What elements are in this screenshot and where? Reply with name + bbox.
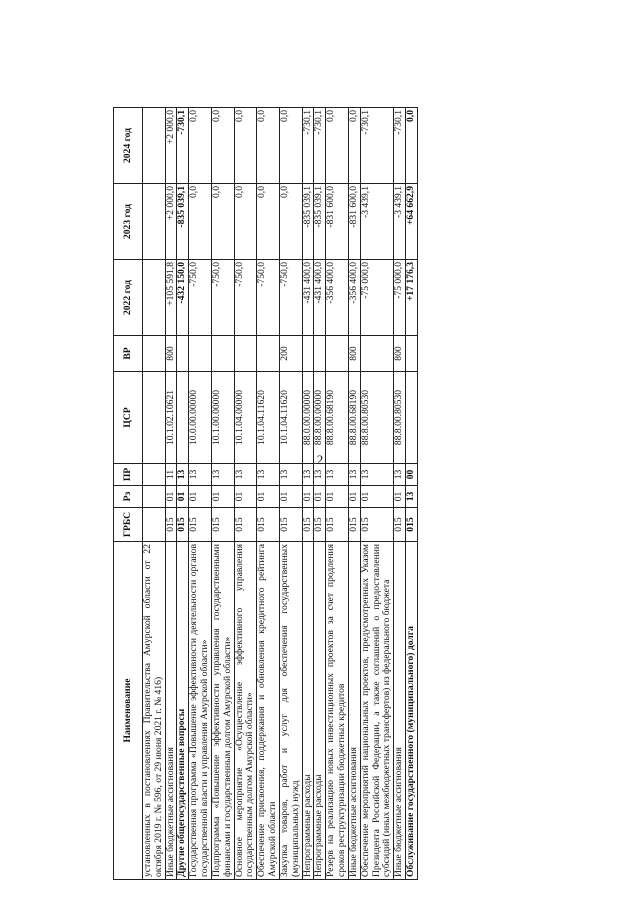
cell-csr: 88.8.00.80530	[394, 372, 406, 464]
cell-pr	[143, 464, 166, 486]
cell-csr: 88.8.00.80530	[360, 372, 393, 464]
page-number: 2	[316, 452, 324, 467]
cell-csr: 88.8.00.00000	[314, 372, 326, 464]
cell-name: Иные бюджетные ассигнования	[394, 542, 406, 880]
cell-pr: 13	[394, 464, 406, 486]
cell-2023: -831 600,0	[348, 184, 360, 260]
cell-2022: -750,0	[211, 260, 234, 336]
cell-2022	[143, 260, 166, 336]
cell-name: Государственная программа «Повышение эффективности деятельности органов государственной власти и управления Амурской области»	[189, 542, 212, 880]
cell-vr	[234, 336, 257, 372]
cell-2023: 0,0	[211, 184, 234, 260]
cell-2022: -750,0	[234, 260, 257, 336]
cell-rz: 01	[279, 486, 302, 508]
cell-grbs: 015	[360, 508, 393, 542]
cell-vr	[143, 336, 166, 372]
cell-vr: 800	[348, 336, 360, 372]
cell-pr: 13	[177, 464, 189, 486]
cell-2023: 0,0	[279, 184, 302, 260]
cell-vr: 800	[165, 336, 177, 372]
cell-2024: 0,0	[234, 108, 257, 184]
cell-grbs: 015	[279, 508, 302, 542]
table-row	[234, 108, 257, 880]
cell-name: установленных в постановлениях Правительства Амурской области от 22 октября 2019 г. № 596, от 29 июня 2021 г. № 416)	[143, 542, 166, 880]
cell-vr: 800	[394, 336, 406, 372]
cell-2024: 0,0	[279, 108, 302, 184]
cell-vr	[406, 336, 418, 372]
cell-2023: -3 439,1	[394, 184, 406, 260]
cell-2022: -75 000,0	[360, 260, 393, 336]
cell-pr: 13	[314, 464, 326, 486]
cell-name: Непрограммные расходы	[302, 542, 314, 880]
cell-2023: -835 039,1	[177, 184, 189, 260]
table-row	[326, 108, 349, 880]
cell-vr	[211, 336, 234, 372]
cell-vr	[257, 336, 280, 372]
table-row	[406, 108, 418, 880]
cell-grbs: 015	[257, 508, 280, 542]
cell-2022: -431 400,0	[314, 260, 326, 336]
cell-pr: 13	[257, 464, 280, 486]
cell-rz: 01	[189, 486, 212, 508]
cell-2024: -730,1	[394, 108, 406, 184]
cell-csr: 10.1.04.11620	[257, 372, 280, 464]
cell-csr: 10.1.04.11620	[279, 372, 302, 464]
cell-vr	[360, 336, 393, 372]
cell-2022: -750,0	[257, 260, 280, 336]
cell-grbs: 015	[189, 508, 212, 542]
table-row	[211, 108, 234, 880]
cell-grbs: 015	[302, 508, 314, 542]
table-row	[143, 108, 166, 880]
cell-name: Иные бюджетные ассигнования	[348, 542, 360, 880]
cell-rz: 01	[234, 486, 257, 508]
cell-name: Непрограммные расходы	[314, 542, 326, 880]
cell-2023: +64 662,9	[406, 184, 418, 260]
cell-rz: 01	[257, 486, 280, 508]
budget-table	[113, 107, 418, 880]
cell-grbs: 015	[177, 508, 189, 542]
cell-pr: 13	[189, 464, 212, 486]
cell-rz: 01	[326, 486, 349, 508]
cell-2022: -750,0	[279, 260, 302, 336]
cell-2023: 0,0	[257, 184, 280, 260]
cell-name: Подпрограмма «Повышение эффективности управления государственными финансами и государственным долгом Амурской области»	[211, 542, 234, 880]
cell-grbs: 015	[406, 508, 418, 542]
cell-grbs: 015	[314, 508, 326, 542]
table-row	[302, 108, 314, 880]
header-rz: Рз	[114, 486, 143, 508]
cell-pr: 11	[165, 464, 177, 486]
cell-2023: -3 439,1	[360, 184, 393, 260]
table-row	[348, 108, 360, 880]
cell-rz: 01	[211, 486, 234, 508]
cell-2023: 0,0	[234, 184, 257, 260]
cell-csr: 10.1.04.00000	[234, 372, 257, 464]
cell-csr: 88.8.00.68190	[348, 372, 360, 464]
cell-csr: 88.0.00.00000	[302, 372, 314, 464]
table-header-row	[114, 108, 143, 880]
cell-csr	[143, 372, 166, 464]
cell-vr	[177, 336, 189, 372]
cell-2023: -831 600,0	[326, 184, 349, 260]
cell-2023: 0,0	[189, 184, 212, 260]
cell-2024: -730,1	[360, 108, 393, 184]
cell-2024: 0,0	[211, 108, 234, 184]
cell-pr: 13	[279, 464, 302, 486]
cell-rz	[143, 486, 166, 508]
cell-2024	[143, 108, 166, 184]
cell-2024: 0,0	[406, 108, 418, 184]
cell-vr: 200	[279, 336, 302, 372]
cell-2024: 0,0	[257, 108, 280, 184]
cell-2024: -730,1	[302, 108, 314, 184]
cell-grbs: 015	[348, 508, 360, 542]
header-pr: ПР	[114, 464, 143, 486]
cell-grbs: 015	[394, 508, 406, 542]
cell-grbs: 015	[165, 508, 177, 542]
cell-csr: 10.0.00.00000	[189, 372, 212, 464]
cell-2024: +2 000,0	[165, 108, 177, 184]
header-csr: ЦСР	[114, 372, 143, 464]
cell-pr: 00	[406, 464, 418, 486]
cell-2024: 0,0	[348, 108, 360, 184]
header-vr: ВР	[114, 336, 143, 372]
cell-2022: -432 150,0	[177, 260, 189, 336]
cell-rz: 01	[165, 486, 177, 508]
cell-2023: +2 000,0	[165, 184, 177, 260]
cell-name: Обеспечение присвоения, поддержания и обновления кредитного рейтинга Амурской области	[257, 542, 280, 880]
cell-csr	[406, 372, 418, 464]
header-2022: 2022 год	[114, 260, 143, 336]
cell-pr: 13	[348, 464, 360, 486]
cell-2022: -75 000,0	[394, 260, 406, 336]
cell-name: Закупка товаров, работ и услуг для обеспечения государственных (муниципальных) нужд	[279, 542, 302, 880]
cell-name: Обеспечение мероприятий национальных проектов, предусмотренных Указом Президента Российской Федерации, а также соглашений о предоставлении субсидий (иных межбюджетных трансфертов) из федерального бюджета	[360, 542, 393, 880]
cell-name: Иные бюджетные ассигнования	[165, 542, 177, 880]
header-2024: 2024 год	[114, 108, 143, 184]
table-row	[189, 108, 212, 880]
cell-csr: 88.8.00.68190	[326, 372, 349, 464]
cell-2023: -835 039,1	[302, 184, 314, 260]
cell-rz: 01	[348, 486, 360, 508]
cell-2022: -750,0	[189, 260, 212, 336]
cell-2024: 0,0	[189, 108, 212, 184]
cell-grbs: 015	[326, 508, 349, 542]
cell-2024: 0,0	[326, 108, 349, 184]
cell-2023	[143, 184, 166, 260]
cell-2022: -356 400,0	[348, 260, 360, 336]
table-row	[394, 108, 406, 880]
table-body	[143, 108, 418, 880]
cell-rz: 01	[394, 486, 406, 508]
cell-rz: 01	[360, 486, 393, 508]
cell-pr: 13	[326, 464, 349, 486]
table-row	[165, 108, 177, 880]
cell-2022: -356 400,0	[326, 260, 349, 336]
cell-2024: -730,1	[177, 108, 189, 184]
cell-csr: 10.1.02.10621	[165, 372, 177, 464]
cell-name: Обслуживание государственного (муниципального) долга	[406, 542, 418, 880]
cell-grbs: 015	[211, 508, 234, 542]
header-2023: 2023 год	[114, 184, 143, 260]
cell-pr: 13	[360, 464, 393, 486]
cell-csr	[177, 372, 189, 464]
cell-vr	[326, 336, 349, 372]
cell-vr	[314, 336, 326, 372]
cell-rz: 01	[314, 486, 326, 508]
cell-rz: 01	[177, 486, 189, 508]
cell-2022: -431 400,0	[302, 260, 314, 336]
cell-rz: 13	[406, 486, 418, 508]
rotated-table-container	[113, 108, 526, 880]
cell-2024: -730,1	[314, 108, 326, 184]
cell-name: Другие общегосударственные вопросы	[177, 542, 189, 880]
cell-2022: +105 591,8	[165, 260, 177, 336]
table-row	[177, 108, 189, 880]
table-row	[279, 108, 302, 880]
cell-grbs: 015	[234, 508, 257, 542]
table-row	[314, 108, 326, 880]
cell-pr: 13	[234, 464, 257, 486]
cell-name: Резерв на реализацию новых инвестиционных проектов за счет продления сроков реструктуризации бюджетных кредитов	[326, 542, 349, 880]
cell-name: Основное мероприятие «Осуществление эффективного управления государственным долгом Амурской области»	[234, 542, 257, 880]
cell-grbs	[143, 508, 166, 542]
cell-vr	[302, 336, 314, 372]
cell-2023: -835 039,1	[314, 184, 326, 260]
header-name: Наименование	[114, 542, 143, 880]
cell-pr: 13	[211, 464, 234, 486]
cell-vr	[189, 336, 212, 372]
table-row	[360, 108, 393, 880]
cell-rz: 01	[302, 486, 314, 508]
cell-pr: 13	[302, 464, 314, 486]
cell-2022: +17 176,3	[406, 260, 418, 336]
table-row	[257, 108, 280, 880]
cell-csr: 10.1.00.00000	[211, 372, 234, 464]
header-grbs: ГРБС	[114, 508, 143, 542]
